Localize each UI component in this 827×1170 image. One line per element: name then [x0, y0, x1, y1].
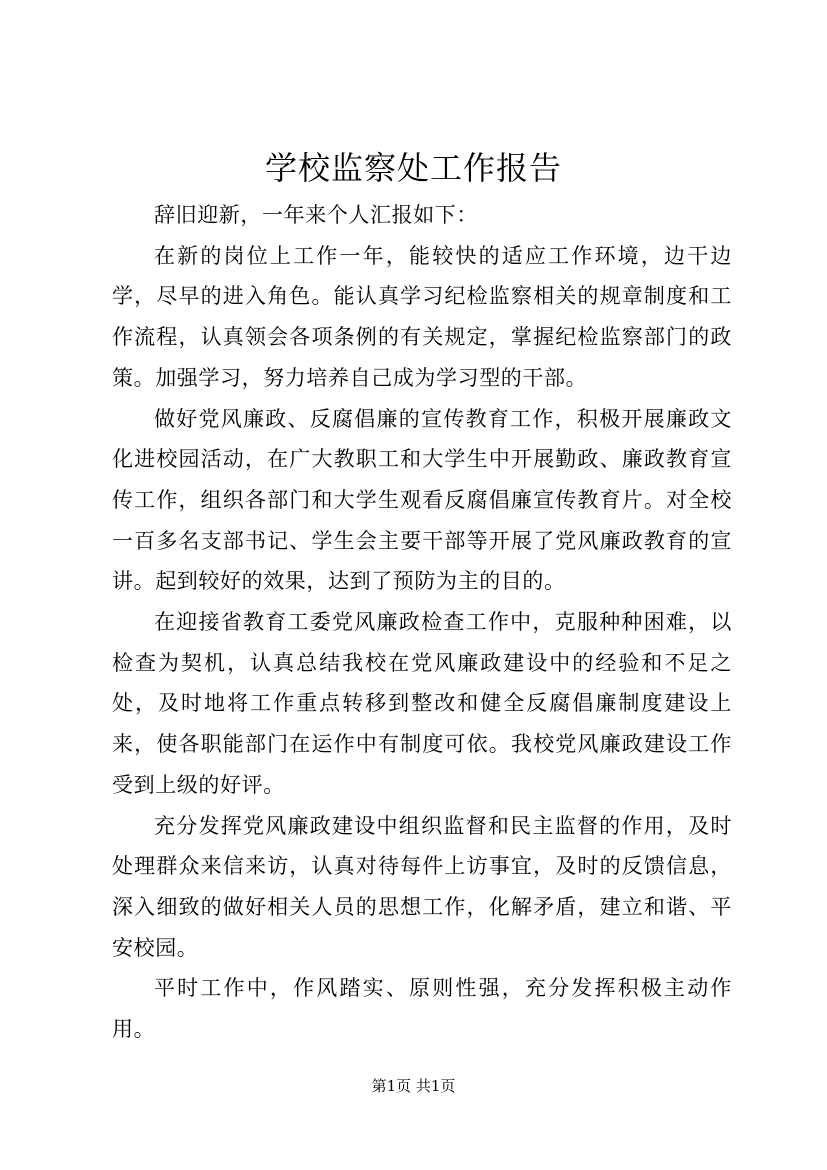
paragraph-intro: 辞旧迎新，一年来个人汇报如下： [154, 203, 478, 227]
paragraph-daily-work: 平时工作中，作风踏实、原则性强，充分发挥积极主动作用。 [112, 976, 732, 1042]
paragraph-supervision: 充分发挥党风廉政建设中组织监督和民主监督的作用，及时处理群众来信来访，认真对待每件上访事宜，及时的反馈信息，深入细致的做好相关人员的思想工作，化解矛盾，建立和谐、平安校园。 [112, 813, 732, 960]
document-body [112, 195, 732, 1050]
paragraph-education: 做好党风廉政、反腐倡廉的宣传教育工作，积极开展廉政文化进校园活动，在广大教职工和大学生中开展勤政、廉政教育宣传工作，组织各部门和大学生观看反腐倡廉宣传教育片。对全校一百多名支部书记、学生会主要干部等开展了党风廉政教育的宣讲。起到较好的效果，达到了预防为主的目的。 [112, 406, 732, 594]
paragraph-study: 在新的岗位上工作一年，能较快的适应工作环境，边干边学，尽早的进入角色。能认真学习纪检监察相关的规章制度和工作流程，认真领会各项条例的有关规定，掌握纪检监察部门的政策。加强学习，努力培养自己成为学习型的干部。 [112, 243, 732, 390]
page-footer: 第1页 共1页 [371, 1077, 456, 1095]
paragraph-inspection: 在迎接省教育工委党风廉政检查工作中，克服种种困难，以检查为契机，认真总结我校在党风廉政建设中的经验和不足之处，及时地将工作重点转移到整改和健全反腐倡廉制度建设上来，使各职能部门在运作中有制度可依。我校党风廉政建设工作受到上级的好评。 [112, 610, 732, 797]
document-title: 学校监察处工作报告 [264, 149, 562, 187]
